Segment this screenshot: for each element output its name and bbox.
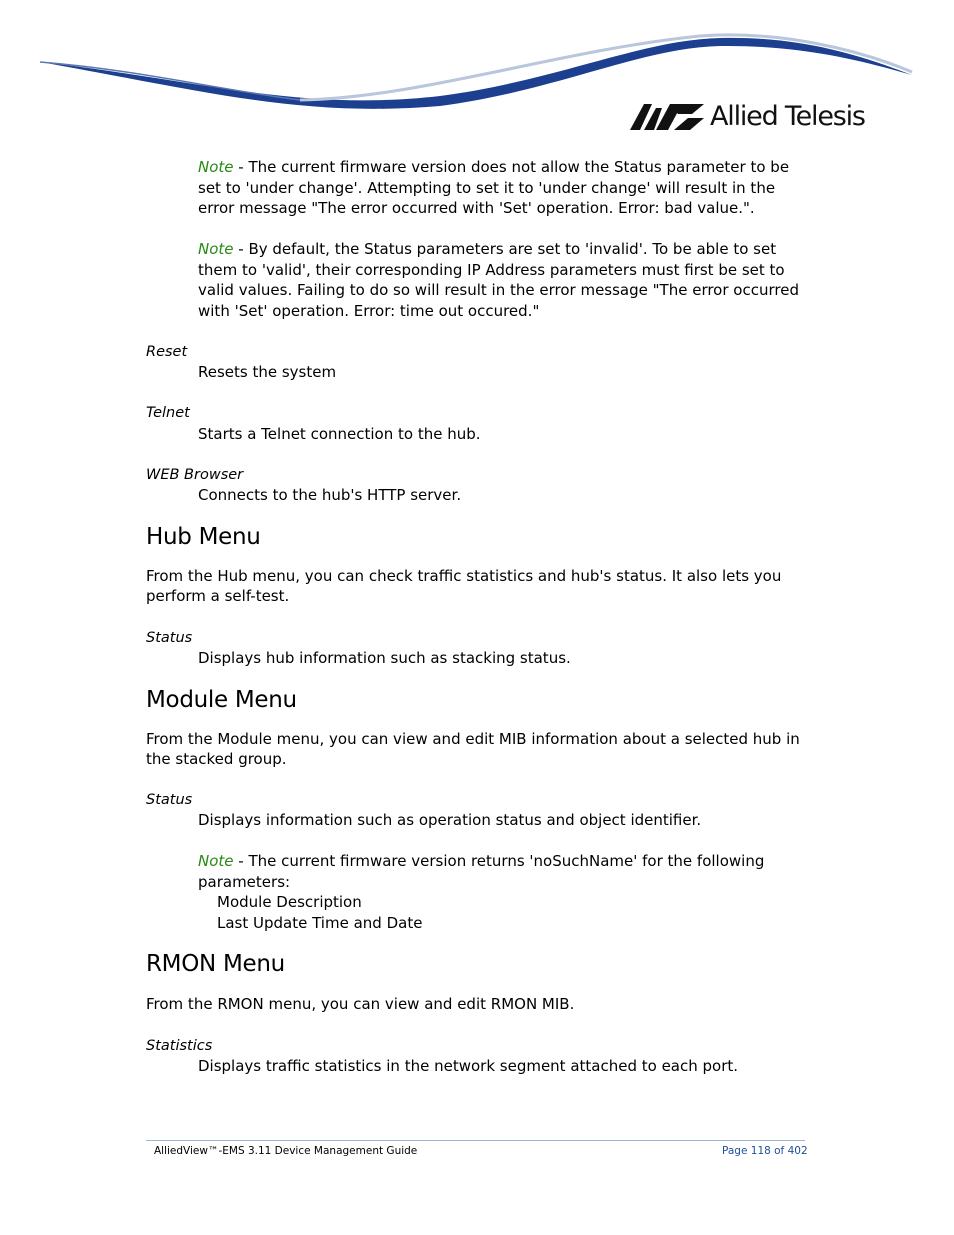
note-label: Note — [198, 852, 234, 870]
module-intro: From the Module menu, you can view and edit MIB information about a selected hub in the stacked group. — [146, 729, 800, 768]
footer-doc-title: AlliedView™-EMS 3.11 Device Management Guide — [154, 1145, 418, 1157]
rmon-intro: From the RMON menu, you can view and edit RMON MIB. — [146, 995, 575, 1013]
footer-divider — [146, 1140, 805, 1141]
heading-rmon-menu: RMON Menu — [146, 951, 285, 977]
page-content — [146, 157, 811, 1077]
param-last-update: Last Update Time and Date — [217, 913, 423, 932]
note-nosuchname — [198, 851, 811, 892]
heading-hub-menu: Hub Menu — [146, 523, 261, 550]
term-telnet: Telnet — [146, 405, 190, 421]
note-label: Note — [198, 158, 234, 176]
note-firmware-status — [198, 157, 811, 219]
desc-telnet: Starts a Telnet connection to the hub. — [198, 424, 481, 443]
term-reset: Reset — [146, 343, 188, 360]
term-hub-status: Status — [146, 629, 193, 646]
heading-module-menu: Module Menu — [146, 686, 297, 713]
term-rmon-statistics: Statistics — [146, 1037, 213, 1054]
allied-telesis-logo — [630, 102, 865, 132]
footer-page-number: Page 118 of 402 — [722, 1145, 808, 1157]
note-label: Note — [198, 240, 234, 258]
brand-name: Allied Telesis — [710, 101, 865, 132]
desc-rmon-statistics: Displays traffic statistics in the network segment attached to each port. — [198, 1057, 739, 1075]
term-module-status: Status — [146, 791, 193, 808]
note-text: - The current firmware version returns 'noSuchName' for the following parameters: — [198, 852, 765, 891]
term-web-browser: WEB Browser — [146, 466, 244, 483]
param-module-description: Module Description — [217, 893, 362, 911]
desc-reset: Resets the system — [198, 363, 337, 381]
note-text: - By default, the Status parameters are set to 'invalid'. To be able to set them to 'valid', their corresponding IP Address parameters must first be set to valid values. Failing to do so will result in the error message "The error occurred with 'Set' operation. Error: time out occured." — [198, 240, 799, 320]
allied-telesis-mark-icon — [630, 104, 704, 130]
desc-web-browser: Connects to the hub's HTTP server. — [198, 486, 462, 504]
desc-module-status: Displays information such as operation status and object identifier. — [198, 811, 702, 829]
note-text: - The current firmware version does not allow the Status parameter to be set to 'under change'. Attempting to set it to 'under change' will result in the error message "The error occurred with 'Set' operation. Error: bad value.". — [198, 158, 790, 217]
note-default-status — [198, 239, 811, 321]
hub-intro: From the Hub menu, you can check traffic statistics and hub's status. It also lets you perform a self-test. — [146, 566, 782, 605]
desc-hub-status: Displays hub information such as stacking status. — [198, 649, 571, 667]
header-swoosh — [0, 0, 954, 115]
